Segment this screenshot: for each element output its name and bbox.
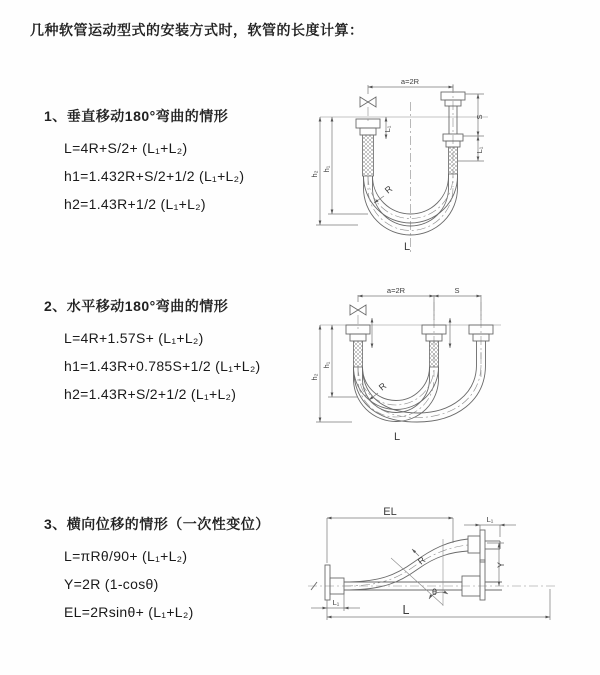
section-1-heading: 1、垂直移动180°弯曲的情形 <box>44 108 229 124</box>
formula-line: h1=1.43R+0.785S+1/2 (L₁+L₂) <box>64 358 261 374</box>
construction-line <box>391 558 443 605</box>
formula-line: L=4R+S/2+ (L₁+L₂) <box>64 140 188 156</box>
hose-wall <box>363 367 430 413</box>
dim-label-h2: h₂ <box>310 170 319 178</box>
dim-label-radius: R <box>382 183 395 196</box>
dim-label-l1: L₁ <box>383 125 392 133</box>
braided-hose-section <box>363 135 374 176</box>
diagram-lateral-displacement <box>296 503 600 629</box>
dim-label-length: L <box>393 431 401 443</box>
dim-label-theta: θ <box>432 587 438 597</box>
valve-icon <box>360 97 376 107</box>
valve-icon <box>350 305 366 315</box>
dim-label-l1-left: L₁ <box>332 598 340 607</box>
braided-hose-section <box>449 147 458 174</box>
lateral-displacement-drawing <box>296 503 600 629</box>
flange-nut <box>468 536 480 553</box>
dim-label-radius: R <box>376 380 389 393</box>
flange-plate <box>480 560 485 600</box>
dim-label-a2r: a=2R <box>400 77 420 86</box>
formula-line: L=πRθ/90+ (L₁+L₂) <box>64 548 188 564</box>
section-2-formulas <box>44 324 261 408</box>
dim-label-s: S <box>454 286 460 295</box>
dim-label-h1: h₁ <box>322 361 331 369</box>
hose-centerline <box>344 545 468 586</box>
dim-label-l1-top: L₁ <box>486 515 494 524</box>
dim-label-y: Y <box>496 561 506 569</box>
section-2-heading: 2、水平移动180°弯曲的情形 <box>44 298 229 314</box>
dim-label-h2: h₂ <box>310 373 319 381</box>
formula-line: Y=2R (1-cosθ) <box>64 576 159 592</box>
section-3-formulas <box>44 542 270 626</box>
section-vertical-movement <box>44 106 244 218</box>
flange-nut <box>346 325 370 334</box>
section-horizontal-movement <box>44 296 261 408</box>
dim-label-length: L <box>402 603 410 617</box>
diagram-vertical-movement <box>306 72 598 268</box>
flange-nut <box>350 334 366 341</box>
formula-line: h2=1.43R+S/2+1/2 (L₁+L₂) <box>64 386 237 402</box>
hose-wall-displaced <box>354 352 486 422</box>
horizontal-bend-drawing <box>306 282 600 464</box>
section-1-formulas <box>44 134 244 218</box>
page-title: 几种软管运动型式的安装方式时，软管的长度计算： <box>30 22 364 38</box>
hose-wall <box>344 551 468 590</box>
radius-leader <box>412 549 419 556</box>
dim-label-a2r: a=2R <box>386 286 406 295</box>
dim-label-l1-right: L₁ <box>475 146 484 154</box>
hose-wall <box>344 539 468 582</box>
hose-wall-displaced <box>363 367 430 401</box>
flange-plate <box>480 530 485 562</box>
flange-plate <box>325 565 330 600</box>
dim-label-radius: R <box>415 554 428 567</box>
hose-wall-displaced <box>354 367 439 410</box>
dim-label-el: EL <box>383 506 397 518</box>
section-3-heading: 3、横向位移的情形（一次性变位） <box>44 516 270 532</box>
flange-nut <box>360 128 376 135</box>
dim-label-h1: h₁ <box>322 165 331 173</box>
braided-hose-section <box>430 341 439 367</box>
dim-label-length: L <box>403 241 411 253</box>
formula-line: h2=1.43R+1/2 (L₁+L₂) <box>64 196 206 212</box>
formula-line: L=4R+1.57S+ (L₁+L₂) <box>64 330 204 346</box>
dim-label-s: S <box>475 114 484 120</box>
section-lateral-displacement <box>44 514 270 626</box>
diagram-horizontal-movement <box>306 282 600 464</box>
braided-hose-section <box>354 341 363 367</box>
hose-wall <box>364 174 458 223</box>
vertical-bend-drawing <box>306 72 598 268</box>
formula-line: h1=1.432R+S/2+1/2 (L₁+L₂) <box>64 168 245 184</box>
formula-line: EL=2Rsinθ+ (L₁+L₂) <box>64 604 194 620</box>
